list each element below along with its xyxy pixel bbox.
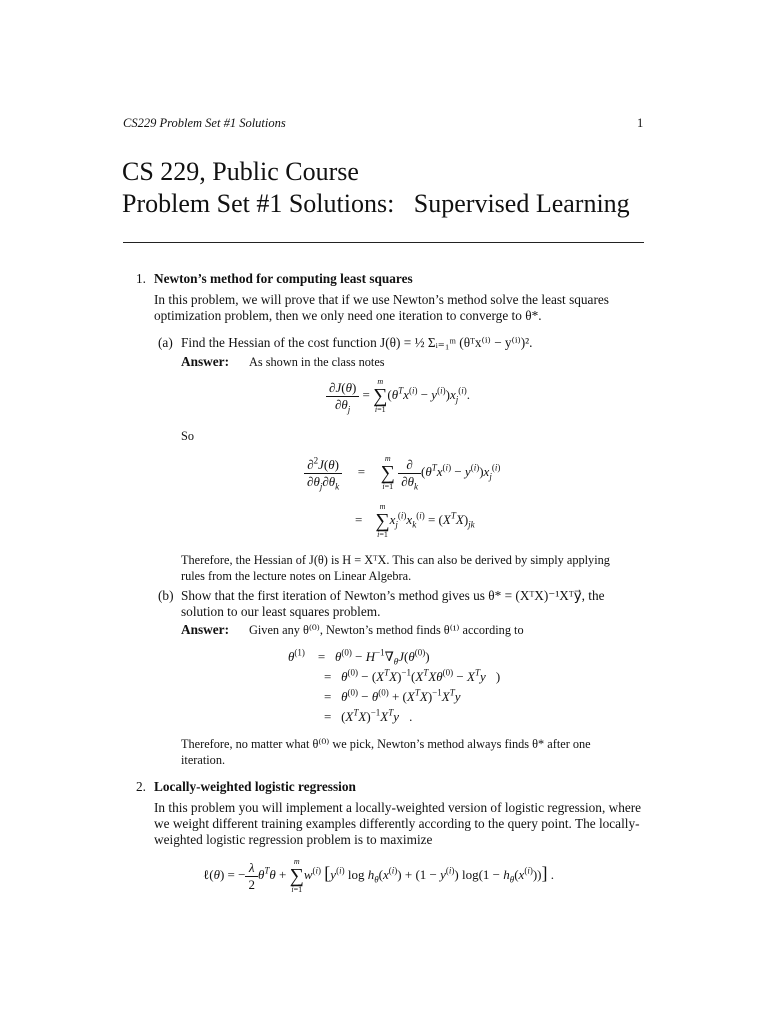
running-title: CS229 Problem Set #1 Solutions [123, 116, 286, 130]
part-a-answer-label: Answer: [181, 354, 230, 369]
part-a-conclusion-line2: rules from the lecture notes on Linear Algebra. [181, 569, 412, 583]
problem1-number: 1. [136, 271, 146, 286]
part-a-question: Find the Hessian of the cost function J(θ) = ½ Σᵢ₌₁ᵐ (θᵀx⁽ⁱ⁾ − y⁽ⁱ⁾)². [181, 335, 533, 350]
part-b-question-line2: solution to our least squares problem. [181, 604, 381, 619]
part-a-answer-text: As shown in the class notes [249, 355, 385, 369]
part-b-conclusion-line1: Therefore, no matter what θ⁽⁰⁾ we pick, Newton’s method always finds θ* after one [181, 737, 591, 751]
problem2-intro-line3: weighted logistic regression problem is to maximize [154, 832, 433, 847]
problem2-intro-line2: we weight different training examples differently according to the query point. The locally- [154, 816, 640, 831]
part-b-conclusion-line2: iteration. [181, 753, 226, 767]
part-a-label: (a) [158, 335, 173, 350]
newton-step-line4: = $(X^TX)^{-1}X^Ty⃗$. [324, 707, 413, 724]
newton-step-line1: $\theta^{(1)}$ = $\theta^{(0)} - H^{-1}\nabla_\theta J(\theta^{(0)})$ [288, 647, 430, 667]
part-b-question-line1: Show that the first iteration of Newton’s method gives us θ* = (XᵀX)⁻¹Xᵀy⃗, the [181, 588, 605, 603]
part-a-so: So [181, 429, 194, 443]
part-b-answer-text: Given any θ⁽⁰⁾, Newton’s method finds θ⁽¹⁾ according to [249, 623, 524, 637]
part-b-answer-label: Answer: [181, 622, 230, 637]
part-b-label: (b) [158, 588, 174, 603]
problem1-heading: Newton’s method for computing least squares [154, 271, 413, 286]
hessian-equation-line1: $\frac{\partial^2J(\theta)}{\partial\theta_j\partial\theta_k}$ = m ∑ i=1 $\frac{\partial}{\partial\theta_k}$ $(\theta^Tx^{(i)} - y^{(i)})x_j^{(i)}$ [304, 455, 500, 491]
document-title-line1: CS 229, Public Course [122, 157, 359, 186]
newton-step-line2: = $\theta^{(0)} - (X^TX)^{-1}(X^TX\theta^{(0)}$ − $X^Ty⃗$) [324, 667, 501, 684]
problem2-intro-line1: In this problem you will implement a locally-weighted version of logistic regression, where [154, 800, 642, 815]
newton-step-line3: = $\theta^{(0)} - \theta^{(0)}$ + $(X^TX)^{-1}X^Ty⃗$ [324, 687, 471, 704]
document-title-line2: Problem Set #1 Solutions: Supervised Learning [122, 189, 630, 218]
gradient-equation: $\frac{\partial J(\theta)}{\partial\theta_j}$ = m ∑ i=1 $(\theta^Tx^{(i)} - y^{(i)})x_j^{(i)}$. [326, 378, 470, 414]
problem1-intro-line2: optimization problem, then we only need one iteration to converge to θ*. [154, 308, 542, 323]
problem2-number: 2. [136, 779, 146, 794]
title-rule [123, 242, 644, 243]
page-number: 1 [637, 116, 644, 130]
hessian-equation-line2: = m ∑ i=1 $x_j^{(i)}x_k^{(i)} = (X^TX)_{jk}$ [355, 502, 475, 539]
part-a-conclusion-line1: Therefore, the Hessian of J(θ) is H = XᵀX. This can also be derived by simply applying [181, 553, 610, 567]
problem2-heading: Locally-weighted logistic regression [154, 779, 356, 794]
problem1-intro-line1: In this problem, we will prove that if we use Newton’s method solve the least squares [154, 292, 609, 307]
objective-equation: ℓ(θ) = − $\frac{\lambda}{2}$ $\theta^T\theta$ + m ∑ i=1 $w^{(i)}$ [$y^{(i)}$ $\log h_\theta(x^{(i)}) + (1 - y^{(i)}) \log(1 - h_\theta(x^{(i)}))$] . [203, 857, 554, 894]
